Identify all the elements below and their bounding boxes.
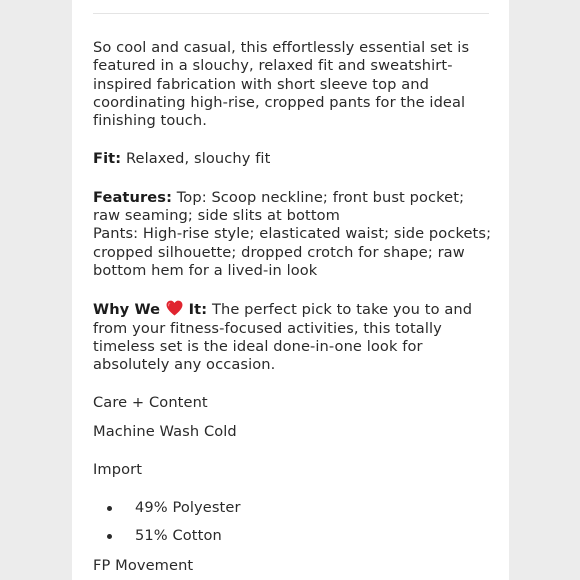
fit-value: Relaxed, slouchy fit <box>125 150 271 168</box>
product-description-card <box>72 0 509 580</box>
list-item <box>93 527 493 555</box>
features-pants-line: Pants: High-rise style; elasticated waist; side pockets; cropped silhouette; dropped crotch for shape; raw bottom hem for a lived-in look <box>93 225 492 279</box>
bullet-icon <box>107 534 112 539</box>
brand-partial-text: FP Movement <box>93 557 194 575</box>
material-text: 49% Polyester <box>135 499 241 517</box>
fit-paragraph <box>93 150 493 168</box>
features-label: Features: <box>93 188 173 206</box>
why-value: The perfect pick to take you to and from your fitness-focused activities, this totally timeless set is the ideal done-in-one look for absolutely any occasion. <box>93 301 473 374</box>
why-label-end: It: <box>188 301 208 319</box>
materials-list <box>93 499 493 555</box>
why-label-start: Why We <box>93 301 161 319</box>
why-we-love-it-paragraph <box>93 300 493 374</box>
care-wash-instruction: Machine Wash Cold <box>93 422 237 440</box>
import-label: Import <box>93 461 143 479</box>
top-divider <box>93 13 489 14</box>
list-item <box>93 499 493 527</box>
intro-paragraph: So cool and casual, this effortlessly essential set is featured in a slouchy, relaxed fit and sweatshirt-inspired fabrication with short sleeve top and coordinating high-rise, cropped pants for the ideal finishing touch. <box>93 39 470 130</box>
features-top-line <box>93 189 493 226</box>
material-text: 51% Cotton <box>135 527 222 545</box>
bullet-icon <box>107 506 112 511</box>
red-heart-emoji-icon <box>166 300 183 316</box>
care-content-heading: Care + Content <box>93 394 208 412</box>
description-content <box>93 39 493 576</box>
heart-shape <box>166 301 182 316</box>
features-top-text: Top: Scoop neckline; front bust pocket; raw seaming; side slits at bottom <box>93 188 465 225</box>
fit-label: Fit: <box>93 150 122 168</box>
